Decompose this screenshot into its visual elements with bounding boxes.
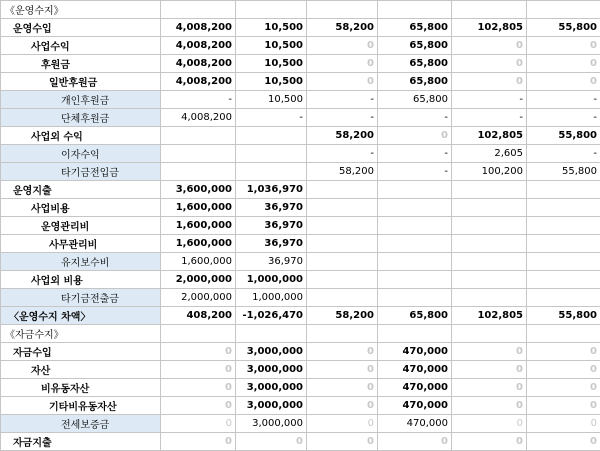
table-row — [1, 181, 600, 199]
value-cell: 0 — [307, 415, 378, 433]
value-cell: 4,008,200 — [161, 37, 236, 55]
section-label: 《자금수지》 — [1, 325, 161, 343]
value-cell: 1,000,000 — [236, 271, 307, 289]
value-cell: 3,000,000 — [236, 343, 307, 361]
table-row — [1, 73, 600, 91]
value-cell: 0 — [378, 127, 452, 145]
value-cell: 58,200 — [307, 127, 378, 145]
value-cell — [307, 217, 378, 235]
value-cell — [378, 217, 452, 235]
value-cell: - — [307, 145, 378, 163]
value-cell: - — [307, 91, 378, 109]
value-cell: 0 — [452, 361, 527, 379]
table-row — [1, 307, 600, 325]
value-cell — [378, 199, 452, 217]
value-cell: 3,000,000 — [236, 397, 307, 415]
table-row — [1, 55, 600, 73]
value-cell: 0 — [161, 433, 236, 451]
row-label: 운영수입 — [1, 19, 161, 37]
value-cell: 55,800 — [527, 19, 600, 37]
table-row — [1, 145, 600, 163]
value-cell: - — [527, 109, 600, 127]
value-cell: 65,800 — [378, 19, 452, 37]
value-cell — [452, 181, 527, 199]
value-cell — [378, 289, 452, 307]
value-cell — [236, 145, 307, 163]
value-cell: 1,600,000 — [161, 217, 236, 235]
value-cell: 3,600,000 — [161, 181, 236, 199]
value-cell — [378, 271, 452, 289]
value-cell: - — [378, 163, 452, 181]
value-cell: 4,008,200 — [161, 19, 236, 37]
value-cell: 36,970 — [236, 253, 307, 271]
value-cell: 65,800 — [378, 307, 452, 325]
value-cell — [236, 163, 307, 181]
row-label: 사업외 수익 — [1, 127, 161, 145]
value-cell: 1,600,000 — [161, 199, 236, 217]
value-cell: 102,805 — [452, 19, 527, 37]
value-cell: 65,800 — [378, 73, 452, 91]
row-label: 사업외 비용 — [1, 271, 161, 289]
row-label: 타기금전출금 — [1, 289, 161, 307]
value-cell: 0 — [527, 343, 600, 361]
value-cell: 0 — [527, 55, 600, 73]
table-row — [1, 199, 600, 217]
value-cell: 65,800 — [378, 91, 452, 109]
value-cell: - — [378, 145, 452, 163]
value-cell: 0 — [307, 397, 378, 415]
value-cell: 36,970 — [236, 217, 307, 235]
table-row — [1, 37, 600, 55]
table-row — [1, 217, 600, 235]
row-label: 〈운영수지 차액〉 — [1, 307, 161, 325]
value-cell — [452, 253, 527, 271]
value-cell: 3,000,000 — [236, 379, 307, 397]
value-cell — [307, 271, 378, 289]
value-cell: - — [378, 109, 452, 127]
row-label: 유지보수비 — [1, 253, 161, 271]
value-cell — [378, 253, 452, 271]
row-label: 자금수입 — [1, 343, 161, 361]
value-cell: 65,800 — [378, 37, 452, 55]
table-row — [1, 397, 600, 415]
value-cell — [527, 271, 600, 289]
value-cell — [307, 181, 378, 199]
row-label: 자산 — [1, 361, 161, 379]
table-row — [1, 289, 600, 307]
table-row — [1, 379, 600, 397]
table-row — [1, 253, 600, 271]
value-cell: 0 — [527, 73, 600, 91]
value-cell: 408,200 — [161, 307, 236, 325]
value-cell: 36,970 — [236, 199, 307, 217]
row-label: 운영관리비 — [1, 217, 161, 235]
value-cell: 100,200 — [452, 163, 527, 181]
value-cell — [307, 289, 378, 307]
value-cell: 470,000 — [378, 343, 452, 361]
row-label: 단체후원금 — [1, 109, 161, 127]
section-header-row — [1, 325, 600, 343]
table-row — [1, 127, 600, 145]
value-cell: 55,800 — [527, 127, 600, 145]
row-label: 자금지출 — [1, 433, 161, 451]
table-row — [1, 343, 600, 361]
value-cell — [452, 235, 527, 253]
value-cell: 0 — [307, 379, 378, 397]
value-cell: 0 — [378, 433, 452, 451]
value-cell — [527, 253, 600, 271]
value-cell: 0 — [527, 397, 600, 415]
value-cell: 0 — [307, 361, 378, 379]
row-label: 후원금 — [1, 55, 161, 73]
value-cell: 0 — [307, 73, 378, 91]
value-cell: 470,000 — [378, 415, 452, 433]
value-cell: 3,000,000 — [236, 415, 307, 433]
value-cell: 58,200 — [307, 307, 378, 325]
value-cell: 470,000 — [378, 397, 452, 415]
row-label: 타기금전입금 — [1, 163, 161, 181]
value-cell: 470,000 — [378, 379, 452, 397]
value-cell: 0 — [236, 433, 307, 451]
value-cell: 1,000,000 — [236, 289, 307, 307]
row-label: 개인후원금 — [1, 91, 161, 109]
value-cell: 0 — [452, 433, 527, 451]
value-cell — [452, 217, 527, 235]
row-label: 비유동자산 — [1, 379, 161, 397]
value-cell: 0 — [527, 415, 600, 433]
value-cell: 0 — [307, 55, 378, 73]
value-cell: 470,000 — [378, 361, 452, 379]
row-label: 운영지출 — [1, 181, 161, 199]
value-cell: 1,036,970 — [236, 181, 307, 199]
value-cell: 0 — [161, 343, 236, 361]
value-cell: 10,500 — [236, 19, 307, 37]
value-cell: - — [307, 109, 378, 127]
value-cell: 2,605 — [452, 145, 527, 163]
row-label: 일반후원금 — [1, 73, 161, 91]
value-cell: 102,805 — [452, 307, 527, 325]
table-row — [1, 433, 600, 451]
value-cell: 0 — [452, 343, 527, 361]
table-row — [1, 361, 600, 379]
value-cell: 55,800 — [527, 307, 600, 325]
table-row — [1, 109, 600, 127]
value-cell: 0 — [452, 415, 527, 433]
value-cell: 36,970 — [236, 235, 307, 253]
value-cell: 4,008,200 — [161, 73, 236, 91]
value-cell — [452, 289, 527, 307]
value-cell: 1,600,000 — [161, 253, 236, 271]
value-cell — [452, 271, 527, 289]
row-label: 이자수익 — [1, 145, 161, 163]
value-cell — [378, 235, 452, 253]
value-cell: 0 — [161, 415, 236, 433]
value-cell: 0 — [161, 397, 236, 415]
table-row — [1, 271, 600, 289]
value-cell: 0 — [307, 433, 378, 451]
value-cell: - — [527, 145, 600, 163]
value-cell: 0 — [527, 433, 600, 451]
value-cell: 65,800 — [378, 55, 452, 73]
value-cell: 0 — [161, 379, 236, 397]
table-row — [1, 19, 600, 37]
value-cell: 0 — [452, 397, 527, 415]
row-label: 사업비용 — [1, 199, 161, 217]
value-cell — [527, 181, 600, 199]
value-cell — [452, 199, 527, 217]
value-cell — [161, 127, 236, 145]
row-label: 사무관리비 — [1, 235, 161, 253]
value-cell: 10,500 — [236, 55, 307, 73]
value-cell: 0 — [527, 361, 600, 379]
value-cell: 58,200 — [307, 19, 378, 37]
value-cell: - — [236, 109, 307, 127]
value-cell: 0 — [527, 37, 600, 55]
value-cell: -1,026,470 — [236, 307, 307, 325]
value-cell: 4,008,200 — [161, 109, 236, 127]
value-cell: 0 — [527, 379, 600, 397]
value-cell: 4,008,200 — [161, 55, 236, 73]
value-cell: 0 — [452, 37, 527, 55]
value-cell: 10,500 — [236, 73, 307, 91]
value-cell — [527, 289, 600, 307]
value-cell: 58,200 — [307, 163, 378, 181]
value-cell — [236, 127, 307, 145]
value-cell: 0 — [452, 73, 527, 91]
value-cell: 102,805 — [452, 127, 527, 145]
value-cell: 1,600,000 — [161, 235, 236, 253]
value-cell: 0 — [161, 361, 236, 379]
value-cell: 2,000,000 — [161, 271, 236, 289]
value-cell: 0 — [307, 343, 378, 361]
value-cell: 3,000,000 — [236, 361, 307, 379]
value-cell — [527, 199, 600, 217]
value-cell: 55,800 — [527, 163, 600, 181]
value-cell — [527, 217, 600, 235]
value-cell — [307, 199, 378, 217]
table-row — [1, 235, 600, 253]
value-cell: - — [527, 91, 600, 109]
section-label: 《운영수지》 — [1, 1, 161, 19]
value-cell: 0 — [452, 379, 527, 397]
value-cell: 0 — [307, 37, 378, 55]
value-cell — [307, 253, 378, 271]
row-label: 사업수익 — [1, 37, 161, 55]
value-cell — [378, 181, 452, 199]
value-cell: 2,000,000 — [161, 289, 236, 307]
table-row — [1, 163, 600, 181]
row-label: 전세보증금 — [1, 415, 161, 433]
value-cell: - — [161, 91, 236, 109]
value-cell — [161, 163, 236, 181]
value-cell: 0 — [452, 55, 527, 73]
value-cell — [527, 235, 600, 253]
value-cell — [161, 145, 236, 163]
value-cell: 10,500 — [236, 37, 307, 55]
value-cell: - — [452, 91, 527, 109]
row-label: 기타비유동자산 — [1, 397, 161, 415]
value-cell — [307, 235, 378, 253]
section-header-row — [1, 1, 600, 19]
table-row — [1, 91, 600, 109]
value-cell: - — [452, 109, 527, 127]
table-row — [1, 415, 600, 433]
value-cell: 10,500 — [236, 91, 307, 109]
